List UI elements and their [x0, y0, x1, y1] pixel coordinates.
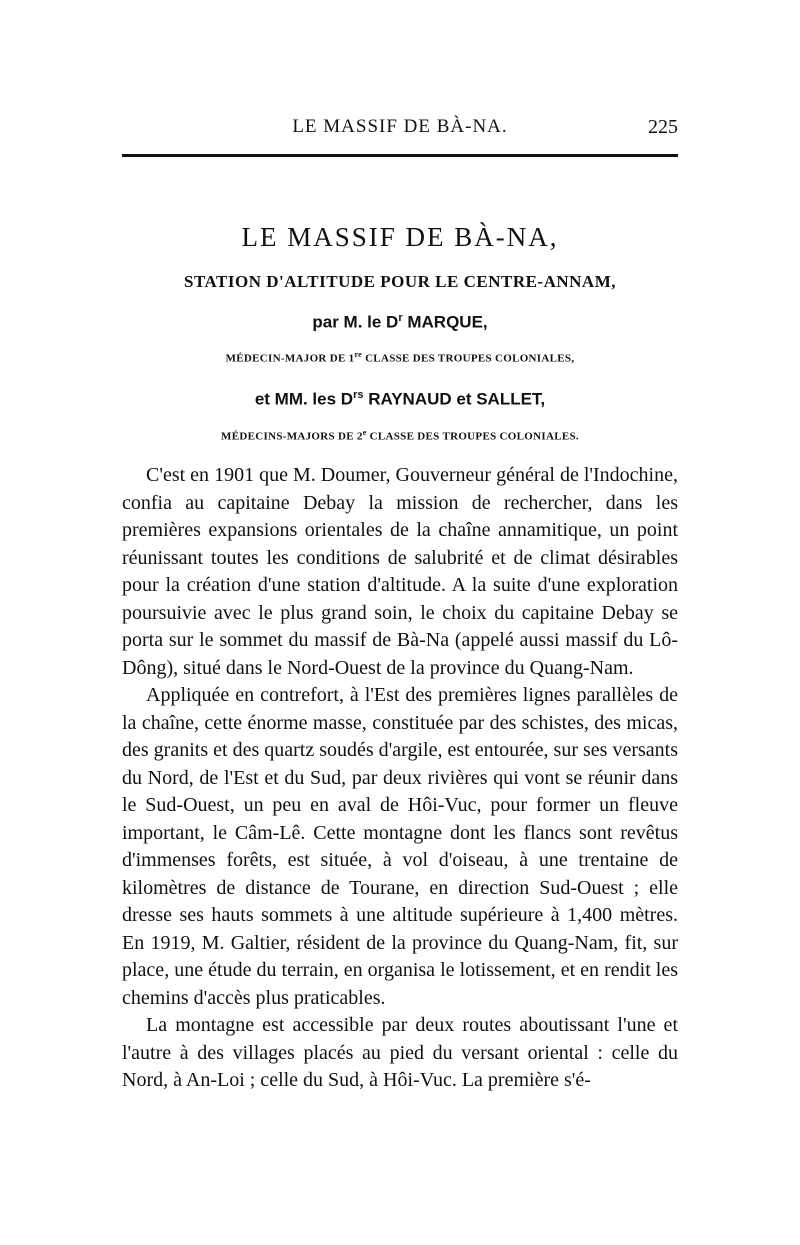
author-sup: r: [398, 312, 403, 324]
author-name: MARQUE,: [402, 312, 488, 332]
article-title: LE MASSIF DE BÀ-NA,: [241, 222, 559, 252]
body-paragraph: C'est en 1901 que M. Doumer, Gouverneur général de l'Indochine, confia au capitaine Debay la mission de rechercher, dans les premières expansions orientales de la chaîne annamitique, un point réunissant toutes les conditions de salubrité et de climat désirables pour la création d'une station d'altitude. A la suite d'une exploration poursuivie avec le plus grand soin, le choix du capitaine Debay se porta sur le sommet du massif de Bà-Na (appelé aussi massif du Lô-Dông), situé dans le Nord-Ouest de la province du Quang-Nam.: [122, 464, 678, 679]
coauthors-rank: [122, 428, 678, 443]
header-rule: [122, 154, 678, 157]
coauthors-rank-post: CLASSE DES TROUPES COLONIALES.: [366, 430, 579, 443]
author-prefix: par M. le D: [312, 312, 399, 332]
coauthors-prefix: et MM. les D: [254, 389, 354, 409]
author-rank-post: CLASSE DES TROUPES COLONIALES,: [362, 352, 575, 365]
author-rank: [122, 350, 678, 365]
author-rank-sup: re: [354, 350, 363, 359]
author-line: [122, 312, 678, 333]
author-rank-pre: MÉDECIN-MAJOR DE 1: [225, 352, 355, 365]
article-subtitle: STATION D'ALTITUDE POUR LE CENTRE-ANNAM,: [184, 272, 616, 291]
body-paragraph: La montagne est accessible par deux routes aboutissant l'une et l'autre à des villages placés au pied du versant oriental : celle du Nord, à An-Loi ; celle du Sud, à Hôi-Vuc. La première s'é-: [122, 1014, 678, 1091]
coauthors-rank-pre: MÉDECINS-MAJORS DE 2: [221, 430, 363, 443]
running-title: LE MASSIF DE BÀ-NA.: [292, 116, 508, 137]
body-paragraph: Appliquée en contrefort, à l'Est des premières lignes parallèles de la chaîne, cette énorme masse, constituée par des schistes, des micas, des granits et des quartz soudés d'argile, est entourée, sur ses versants du Nord, de l'Est et du Sud, par deux rivières qui vont se réunir dans le Sud-Ouest, un peu en aval de Hôi-Vuc, pour former un fleuve important, le Câm-Lê. Cette montagne dont les flancs sont revêtus d'immenses forêts, est située, à vol d'oiseau, à une trentaine de kilomètres de distance de Tourane, en direction Sud-Ouest ; elle dresse ses hauts sommets à une altitude supérieure à 1,400 mètres. En 1919, M. Galtier, résident de la province du Quang-Nam, fit, sur place, une étude du terrain, en organisa le lotissement, et en rendit les chemins d'accès plus praticables.: [122, 684, 678, 1009]
page-number: 225: [648, 116, 678, 138]
coauthors-rank-sup: e: [362, 428, 367, 437]
coauthors-names: RAYNAUD et SALLET,: [363, 389, 546, 409]
running-head: [122, 112, 678, 142]
body-text: [122, 462, 678, 1095]
coauthors-sup: rs: [353, 389, 364, 401]
coauthors-line: [122, 389, 678, 410]
